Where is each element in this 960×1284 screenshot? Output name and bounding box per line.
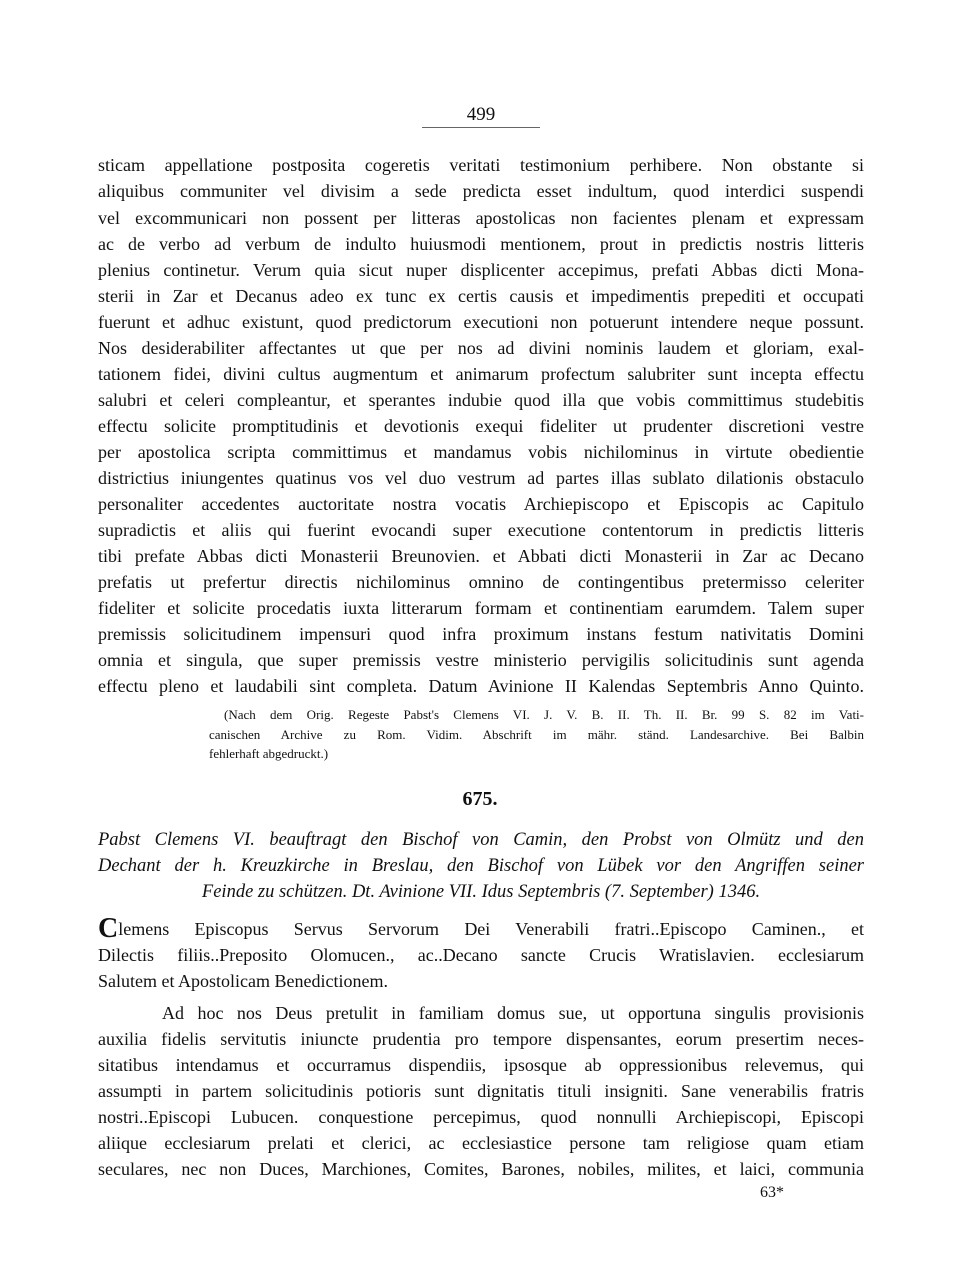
- text-line: plenius continetur. Verum quia sicut nuper displicenter accepimus, prefati Abbas dicti Mona-: [98, 260, 864, 280]
- text-line: fideliter et solicite procedatis iuxta litterarum formam et continentiam earumdem. Talem super: [98, 598, 864, 618]
- initial-letter: C: [98, 913, 119, 944]
- source-note-line: (Nach dem Orig. Regeste Pabst's Clemens VI. J. V. B. II. Th. II. Br. 99 S. 82 im Vati-: [224, 707, 864, 722]
- text-line: salubri et celeri compleantur, et sperantes indubie quod illa que vobis committimus studebitis: [98, 390, 864, 410]
- source-note-line: fehlerhaft abgedruckt.): [209, 746, 329, 761]
- text-line: assumpti in partem solicitudinis potioris sunt dignitatis tituli insigniti. Sane venerabilis fratris: [98, 1081, 864, 1101]
- header-rule: [422, 127, 540, 128]
- rubric-line: Dechant der h. Kreuzkirche in Breslau, den Bischof von Lübek vor den Angriffen seiner: [98, 856, 864, 876]
- text-line: supradictis et aliis qui fuerint evocandi super executione contentorum in predictis litteris: [98, 520, 864, 540]
- text-line: seculares, nec non Duces, Marchiones, Comites, Barones, nobiles, milites, et laici, communia: [98, 1159, 864, 1179]
- source-note-line: canischen Archive zu Rom. Vidim. Abschrift im mähr. ständ. Landesarchive. Bei Balbin: [209, 727, 864, 742]
- text-line: Ad hoc nos Deus pretulit in familiam domus sue, ut opportuna singulis provisionis: [162, 1003, 864, 1023]
- text-line: personaliter accedentes auctoritate nostra vocatis Archiepiscopo et Episcopis ac Capitulo: [98, 494, 864, 514]
- text-line: Nos desiderabiliter affectantes ut que per nos ad divini nominis laudem et gloriam, exal-: [98, 338, 864, 358]
- rubric-line: Pabst Clemens VI. beauftragt den Bischof von Camin, den Probst von Olmütz und den: [98, 830, 864, 850]
- text-line: vel excommunicari non possent per litteras apostolicas non facientes plenam et expressam: [98, 208, 864, 228]
- document-number: 675.: [462, 788, 498, 810]
- page-number: 499: [466, 104, 496, 125]
- text-line: nostri..Episcopi Lubucen. conquestione percepimus, quod nonnulli Archiepiscopi, Episcopi: [98, 1107, 864, 1127]
- text-line: tationem fidei, divini cultus augmentum et animarum profectum salubriter sunt incepta effectu: [98, 364, 864, 384]
- text-line: effectu pleno et laudabili sint completa. Datum Avinione II Kalendas Septembris Anno Quinto.: [98, 676, 864, 696]
- text-line: districtius iniungentes quatinus vos vel duo vestrum ad partes illas sublato dilationis obstaculo: [98, 468, 864, 488]
- salutation-line: [98, 913, 864, 944]
- rubric-line: Feinde zu schützen. Dt. Avinione VII. Idus Septembris (7. September) 1346.: [201, 882, 761, 902]
- text-line: effectu solicite promptitudinis et devotionis exequi fideliter ut prudenter discretioni vestre: [98, 416, 864, 436]
- salutation-line: Salutem et Apostolicam Benedictionem.: [98, 971, 388, 991]
- text-line: sticam appellatione postposita cogeretis veritati testimonium perhibere. Non obstante si: [98, 155, 864, 175]
- text-line: aliique ecclesiarum prelati et clerici, ac ecclesiastice persone tam religiose quam etiam: [98, 1133, 864, 1153]
- text-line: prefatis ut prefertur directis nichilominus omnino de contingentibus pretermisso celeriter: [98, 572, 864, 592]
- salutation-text: lemens Episcopus Servus Servorum Dei Venerabili fratri..Episcopo Caminen., et: [118, 919, 864, 939]
- text-line: aliquibus communiter vel divisim a sede predicta esset indultum, quod interdici suspendi: [98, 181, 864, 201]
- text-line: premissis solicitudinem impensuri quod infra proximum instans festum nativitatis Domini: [98, 624, 864, 644]
- text-line: fuerunt et adhuc existunt, quod predictorum executioni non potuerunt intendere neque possunt.: [98, 312, 864, 332]
- text-line: auxilia fidelis servitutis iniuncte prudentia pro tempore dispensantes, eorum presertim neces-: [98, 1029, 864, 1049]
- text-line: omnia et singula, que super premissis vestre ministerio pervigilis solicitudinis sunt agenda: [98, 650, 864, 670]
- text-line: ac de verbo ad verbum de indulto huiusmodi mentionem, prout in predictis nostris litteris: [98, 234, 864, 254]
- signature-mark: 63*: [760, 1184, 784, 1201]
- text-line: sitatibus intendamus et occurramus dispendiis, ipsosque ab oppressionibus relevemus, qui: [98, 1055, 864, 1075]
- text-line: sterii in Zar et Decanus adeo ex tunc ex certis causis et impedimentis prepediti et occupati: [98, 286, 864, 306]
- text-line: per apostolica scripta committimus et mandamus vobis nichilominus in virtute obedientie: [98, 442, 864, 462]
- salutation-line: Dilectis filiis..Preposito Olomucen., ac..Decano sancte Crucis Wratislavien. ecclesiarum: [98, 945, 864, 965]
- text-line: tibi prefate Abbas dicti Monasterii Breunovien. et Abbati dicti Monasterii in Zar ac Decano: [98, 546, 864, 566]
